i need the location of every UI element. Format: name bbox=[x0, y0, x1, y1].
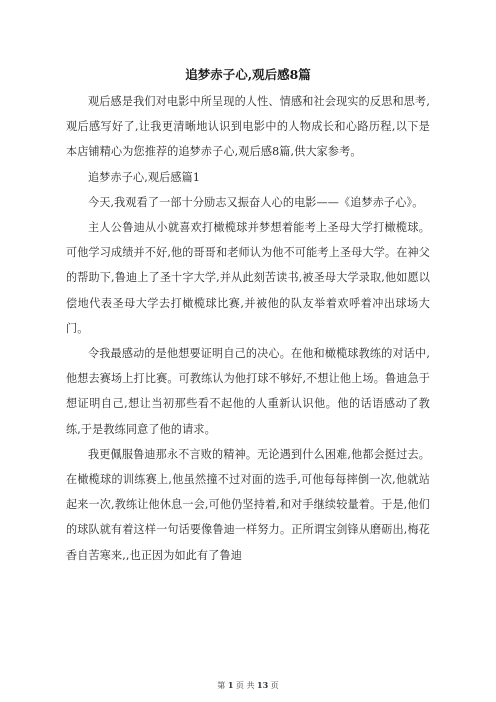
paragraph: 主人公鲁迪从小就喜欢打橄榄球并梦想着能考上圣母大学打橄榄球。可他学习成绩并不好,他的哥哥和老师认为他不可能考上圣母大学。在神父的帮助下,鲁迪上了圣十字大学,并从此刻苦读书,被圣母大学录取,他如愿以偿地代表圣母大学去打橄榄球比赛,并被他的队友举着欢呼着冲出球场大门。 bbox=[66, 221, 430, 335]
paragraph: 令我最感动的是他想要证明自己的决心。在他和橄榄球教练的对话中,他想去赛场上打比赛。可教练认为他打球不够好,不想让他上场。鲁迪急于想证明自己,想让当初那些看不起他的人重新认识他。他的话语感动了教练,于是教练同意了他的请求。 bbox=[66, 347, 430, 436]
document-body bbox=[66, 89, 430, 568]
section-heading: 追梦赤子心,观后感篇1 bbox=[88, 170, 201, 184]
footer-total-pages: 13 bbox=[257, 680, 269, 690]
footer-current-page: 1 bbox=[227, 680, 234, 690]
footer-middle: 页 共 bbox=[235, 681, 255, 690]
paragraph: 我更佩服鲁迪那永不言败的精神。无论遇到什么困难,他都会挺过去。在橄榄球的训练赛上,他虽然撞不过对面的选手,可他每每摔倒一次,他就站起来一次,教练让他休息一会,可他仍坚持着,和对手继续较量着。于是,他们的球队就有着这样一句话要像鲁迪一样努力。正所谓宝剑锋从磨砺出,梅花香自苦寒来,,也正因为如此有了鲁迪 bbox=[66, 447, 430, 562]
document-title: 追梦赤子心,观后感8篇 bbox=[185, 67, 311, 82]
intro-paragraph: 观后感是我们对电影中所呈现的人性、情感和社会现实的反思和思考,观后感写好了,让我更清晰地认识到电影中的人物成长和心路历程,以下是本店铺精心为您推荐的追梦赤子心,观后感8篇,供大家参考。 bbox=[66, 95, 430, 159]
footer-prefix: 第 bbox=[217, 681, 226, 690]
page-footer bbox=[0, 680, 496, 691]
paragraph: 今天,我观看了一部十分励志又振奋人心的电影——《追梦赤子心》。 bbox=[88, 195, 424, 209]
footer-suffix: 页 bbox=[270, 681, 279, 690]
